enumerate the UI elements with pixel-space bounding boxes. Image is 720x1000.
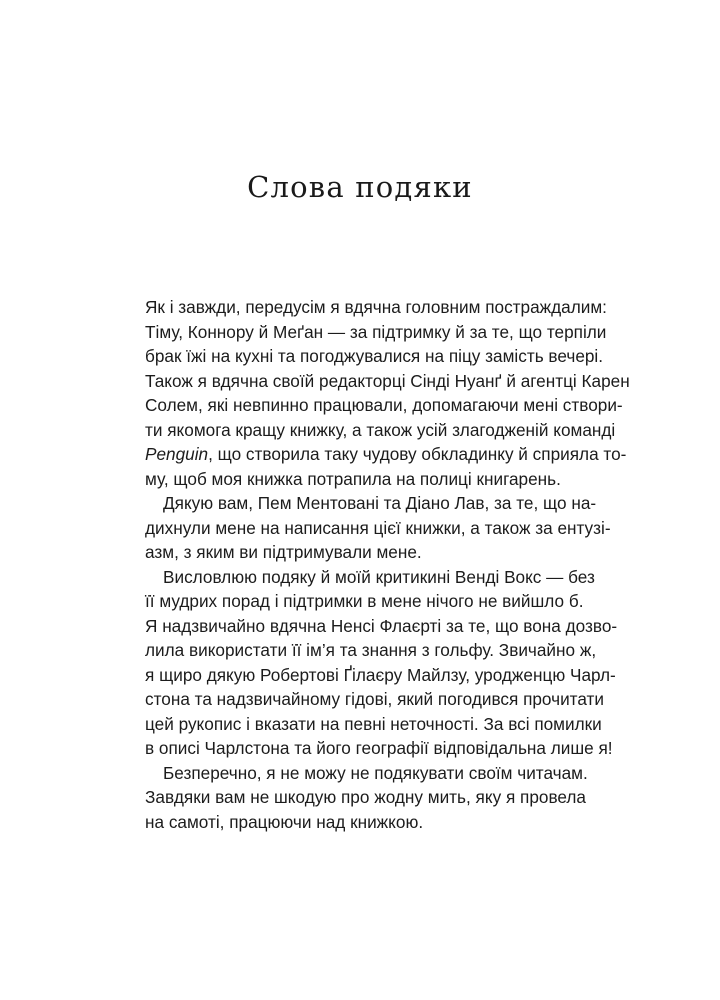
text-line: Я надзвичайно вдячна Ненсі Флаєрті за те, що вона дозво- [145, 615, 618, 636]
text-line: азм, з яким ви підтримували мене. [145, 542, 422, 562]
page-title: Слова подяки [247, 170, 473, 204]
text-line: Тіму, Коннору й Меґан — за підтримку й за те, що терпіли [145, 321, 607, 342]
text-line: брак їжі на кухні та погоджувалися на піцу замість вечері. [145, 346, 604, 366]
text-line: Завдяки вам не шкодую про жодну мить, яку я провела [145, 787, 586, 807]
text-fragment: , що створила таку чудову обкладинку й сприяла то- [208, 444, 627, 464]
text-line: ти якомога кращу книжку, а також усій злагодженій команді [145, 419, 616, 440]
acknowledgements-text [145, 295, 630, 834]
text-line: Як і завжди, передусім я вдячна головним постраждалим: [145, 297, 607, 317]
text-line: Також я вдячна своїй редакторці Сінді Нуанґ й агентці Карен [145, 370, 630, 391]
text-line [145, 442, 627, 467]
text-line: її мудрих порад і підтримки в мене нічого не вийшло б. [145, 591, 584, 611]
text-line: Солем, які невпинно працювали, допомагаючи мені створи- [145, 395, 623, 415]
text-line: в описі Чарлстона та його географії відповідальна лише я! [145, 738, 613, 758]
text-line: я щиро дякую Робертові Ґілаєру Майлзу, уродженцю Чарл- [145, 664, 616, 685]
text-line: на самоті, працюючи над книжкою. [145, 811, 424, 832]
publisher-name: Penguin [145, 444, 209, 464]
text-line: му, щоб моя книжка потрапила на полиці книгарень. [145, 468, 561, 489]
text-line: лила використати її ім’я та знання з гольфу. Звичайно ж, [145, 640, 597, 660]
text-line: цей рукопис і вказати на певні неточності. За всі помилки [145, 713, 602, 734]
text-line: стона та надзвичайному гідові, який погодився прочитати [145, 689, 605, 709]
text-line: Дякую вам, Пем Ментовані та Діано Лав, за те, що на- [163, 493, 597, 513]
text-line: Безперечно, я не можу не подякувати своїм читачам. [163, 762, 588, 783]
text-line: Висловлюю подяку й моїй критикині Венді Вокс — без [163, 566, 595, 587]
text-line: дихнули мене на написання цієї книжки, а також за ентузі- [145, 517, 611, 538]
